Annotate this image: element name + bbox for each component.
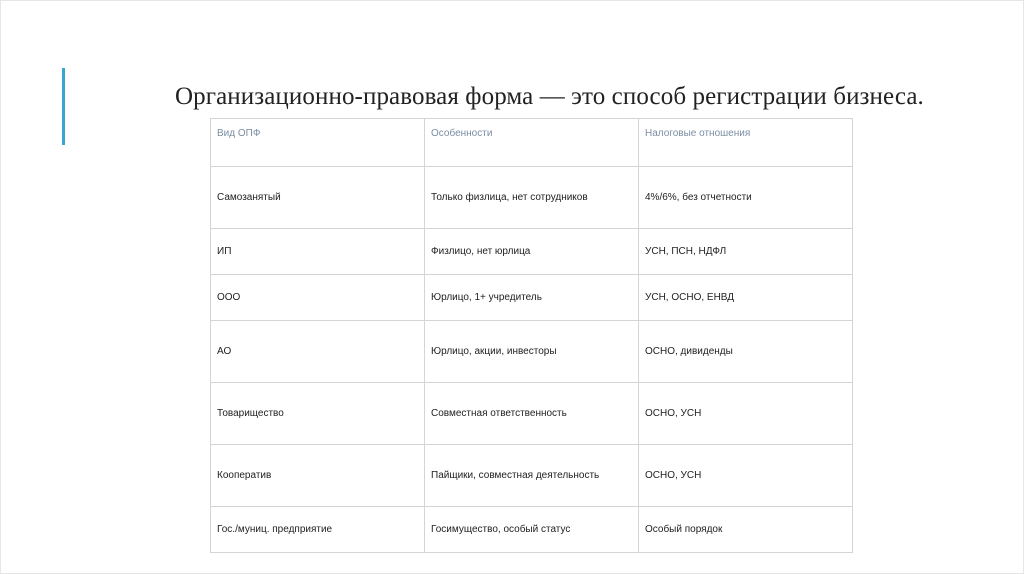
table-cell-features: Юрлицо, 1+ учредитель — [425, 275, 639, 321]
table-cell-opf-type: АО — [211, 321, 425, 383]
table-row — [211, 275, 853, 321]
table-cell-tax: УСН, ОСНО, ЕНВД — [639, 275, 853, 321]
table-row — [211, 321, 853, 383]
table-row — [211, 507, 853, 553]
slide-title: Организационно-правовая форма — это способ регистрации бизнеса. — [175, 83, 924, 110]
table-cell-opf-type: Самозанятый — [211, 167, 425, 229]
opf-table — [210, 118, 853, 553]
table-cell-opf-type: Кооператив — [211, 445, 425, 507]
table-cell-features: Пайщики, совместная деятельность — [425, 445, 639, 507]
table-cell-opf-type: ИП — [211, 229, 425, 275]
table-cell-tax: ОСНО, дивиденды — [639, 321, 853, 383]
table-cell-tax: ОСНО, УСН — [639, 445, 853, 507]
table-cell-features: Госимущество, особый статус — [425, 507, 639, 553]
table-header-row — [211, 119, 853, 167]
table-cell-tax: ОСНО, УСН — [639, 383, 853, 445]
table-cell-tax: УСН, ПСН, НДФЛ — [639, 229, 853, 275]
table-row — [211, 229, 853, 275]
table-cell-features: Совместная ответственность — [425, 383, 639, 445]
column-header-opf-type: Вид ОПФ — [211, 119, 425, 167]
table-cell-features: Только физлица, нет сотрудников — [425, 167, 639, 229]
table-cell-opf-type: Товарищество — [211, 383, 425, 445]
accent-bar — [62, 68, 65, 145]
table-cell-tax: 4%/6%, без отчетности — [639, 167, 853, 229]
table-cell-opf-type: ООО — [211, 275, 425, 321]
column-header-features: Особенности — [425, 119, 639, 167]
column-header-tax-relations: Налоговые отношения — [639, 119, 853, 167]
table-row — [211, 383, 853, 445]
table-cell-opf-type: Гос./муниц. предприятие — [211, 507, 425, 553]
table-cell-features: Физлицо, нет юрлица — [425, 229, 639, 275]
table-row — [211, 167, 853, 229]
table-cell-features: Юрлицо, акции, инвесторы — [425, 321, 639, 383]
table-cell-tax: Особый порядок — [639, 507, 853, 553]
table-row — [211, 445, 853, 507]
